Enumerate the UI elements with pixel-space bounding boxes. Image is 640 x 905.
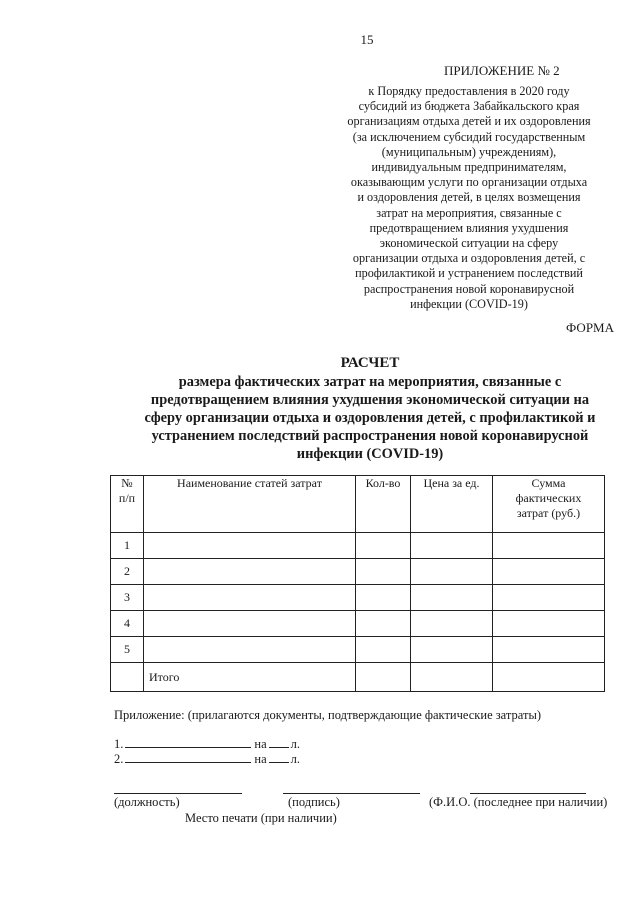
cell-unit-price bbox=[411, 533, 493, 559]
attachment-on-label: на bbox=[254, 737, 267, 751]
table-row bbox=[111, 559, 605, 585]
header-actual-sum: Сумма фактических затрат (руб.) bbox=[493, 476, 605, 533]
position-caption: (должность) bbox=[114, 795, 180, 809]
attachment-note: Приложение: (прилагаются документы, подтверждающие фактические затраты) bbox=[114, 708, 542, 722]
row-number: 5 bbox=[111, 637, 144, 663]
cell-expense-name bbox=[144, 533, 356, 559]
appendix-line: распространения новой коронавирусной bbox=[363, 281, 575, 296]
stamp-caption: Место печати (при наличии) bbox=[185, 811, 337, 825]
table-row bbox=[111, 637, 605, 663]
table-header-row bbox=[111, 476, 605, 533]
row-number: 4 bbox=[111, 611, 144, 637]
table-total-row bbox=[111, 663, 605, 692]
document-name-blank bbox=[125, 736, 251, 748]
sheet-count-blank bbox=[269, 736, 289, 748]
signature-caption: (подпись) bbox=[288, 795, 340, 809]
cell-quantity bbox=[356, 611, 411, 637]
signature-line bbox=[283, 793, 420, 794]
appendix-line: профилактикой и устранением последствий bbox=[355, 266, 583, 281]
table-row bbox=[111, 585, 605, 611]
cell-expense-name bbox=[144, 637, 356, 663]
row-number: 1 bbox=[111, 533, 144, 559]
appendix-line: организации отдыха и оздоровления детей, с bbox=[352, 251, 586, 266]
appendix-line: и оздоровления детей, в целях возмещения bbox=[357, 190, 581, 205]
appendix-line: (муниципальным) учреждениям), bbox=[381, 144, 557, 159]
attachment-item bbox=[114, 736, 300, 752]
cell-quantity bbox=[356, 559, 411, 585]
appendix-line: организациям отдыха детей и их оздоровления bbox=[347, 114, 591, 129]
table-row bbox=[111, 533, 605, 559]
cell-unit-price bbox=[411, 637, 493, 663]
cell-unit-price bbox=[411, 559, 493, 585]
row-number: 3 bbox=[111, 585, 144, 611]
table-row bbox=[111, 611, 605, 637]
appendix-line: субсидий из бюджета Забайкальского края bbox=[358, 99, 580, 114]
appendix-line: оказывающим услуги по организации отдыха bbox=[350, 175, 588, 190]
full-name-caption: (Ф.И.О. (последнее при наличии) bbox=[429, 795, 608, 809]
appendix-line: к Порядку предоставления в 2020 году bbox=[368, 84, 570, 98]
attachment-item bbox=[114, 751, 300, 767]
cell-actual-sum bbox=[493, 637, 605, 663]
sheet-count-blank bbox=[269, 751, 289, 763]
header-expense-name: Наименование статей затрат bbox=[144, 476, 356, 533]
attachment-item-number: 2. bbox=[114, 752, 124, 766]
cell-expense-name bbox=[144, 559, 356, 585]
sheets-label: л. bbox=[290, 737, 300, 751]
document-title bbox=[110, 354, 630, 463]
cell-unit-price bbox=[411, 611, 493, 637]
total-unit-price bbox=[411, 663, 493, 692]
cell-actual-sum bbox=[493, 533, 605, 559]
title-line: сферу организации отдыха и оздоровления детей, с профилактикой и bbox=[144, 410, 596, 426]
header-number: № п/п bbox=[111, 476, 144, 533]
appendix-line: затрат на мероприятия, связанные с bbox=[376, 205, 562, 220]
total-label: Итого bbox=[144, 663, 356, 692]
total-sum bbox=[493, 663, 605, 692]
cell-actual-sum bbox=[493, 611, 605, 637]
attachment-on-label: на bbox=[254, 752, 267, 766]
appendix-title: ПРИЛОЖЕНИЕ № 2 bbox=[444, 63, 560, 78]
header-unit-price: Цена за ед. bbox=[411, 476, 493, 533]
cell-expense-name bbox=[144, 611, 356, 637]
page-number: 15 bbox=[360, 32, 374, 47]
cell-quantity bbox=[356, 585, 411, 611]
attachment-item-number: 1. bbox=[114, 737, 124, 751]
document-name-blank bbox=[125, 751, 251, 763]
header-quantity: Кол-во bbox=[356, 476, 411, 533]
full-name-signature-line bbox=[470, 793, 586, 794]
cell-actual-sum bbox=[493, 559, 605, 585]
appendix-line: (за исключением субсидий государственным bbox=[352, 129, 586, 144]
cell-quantity bbox=[356, 637, 411, 663]
appendix-line: инфекции (COVID-19) bbox=[410, 296, 528, 311]
cell-unit-price bbox=[411, 585, 493, 611]
cell-quantity bbox=[356, 533, 411, 559]
appendix-line: предотвращением влияния ухудшения bbox=[369, 220, 569, 235]
cell-actual-sum bbox=[493, 585, 605, 611]
total-number-cell bbox=[111, 663, 144, 692]
cost-table bbox=[110, 475, 605, 692]
title-line: инфекции (COVID-19) bbox=[296, 446, 444, 462]
title-line: устранением последствий распространения новой коронавирусной bbox=[151, 428, 589, 444]
appendix-line: экономической ситуации на сферу bbox=[379, 236, 559, 251]
title-line: предотвращением влияния ухудшения экономической ситуации на bbox=[150, 392, 590, 408]
appendix-line: индивидуальным предпринимателям, bbox=[371, 160, 567, 175]
row-number: 2 bbox=[111, 559, 144, 585]
appendix-description bbox=[340, 84, 598, 312]
form-label: ФОРМА bbox=[566, 320, 614, 335]
title-main: РАСЧЕТ bbox=[340, 355, 400, 371]
total-quantity bbox=[356, 663, 411, 692]
sheets-label: л. bbox=[290, 752, 300, 766]
cell-expense-name bbox=[144, 585, 356, 611]
title-line: размера фактических затрат на мероприятия, связанные с bbox=[178, 374, 562, 390]
position-signature-line bbox=[114, 793, 242, 794]
